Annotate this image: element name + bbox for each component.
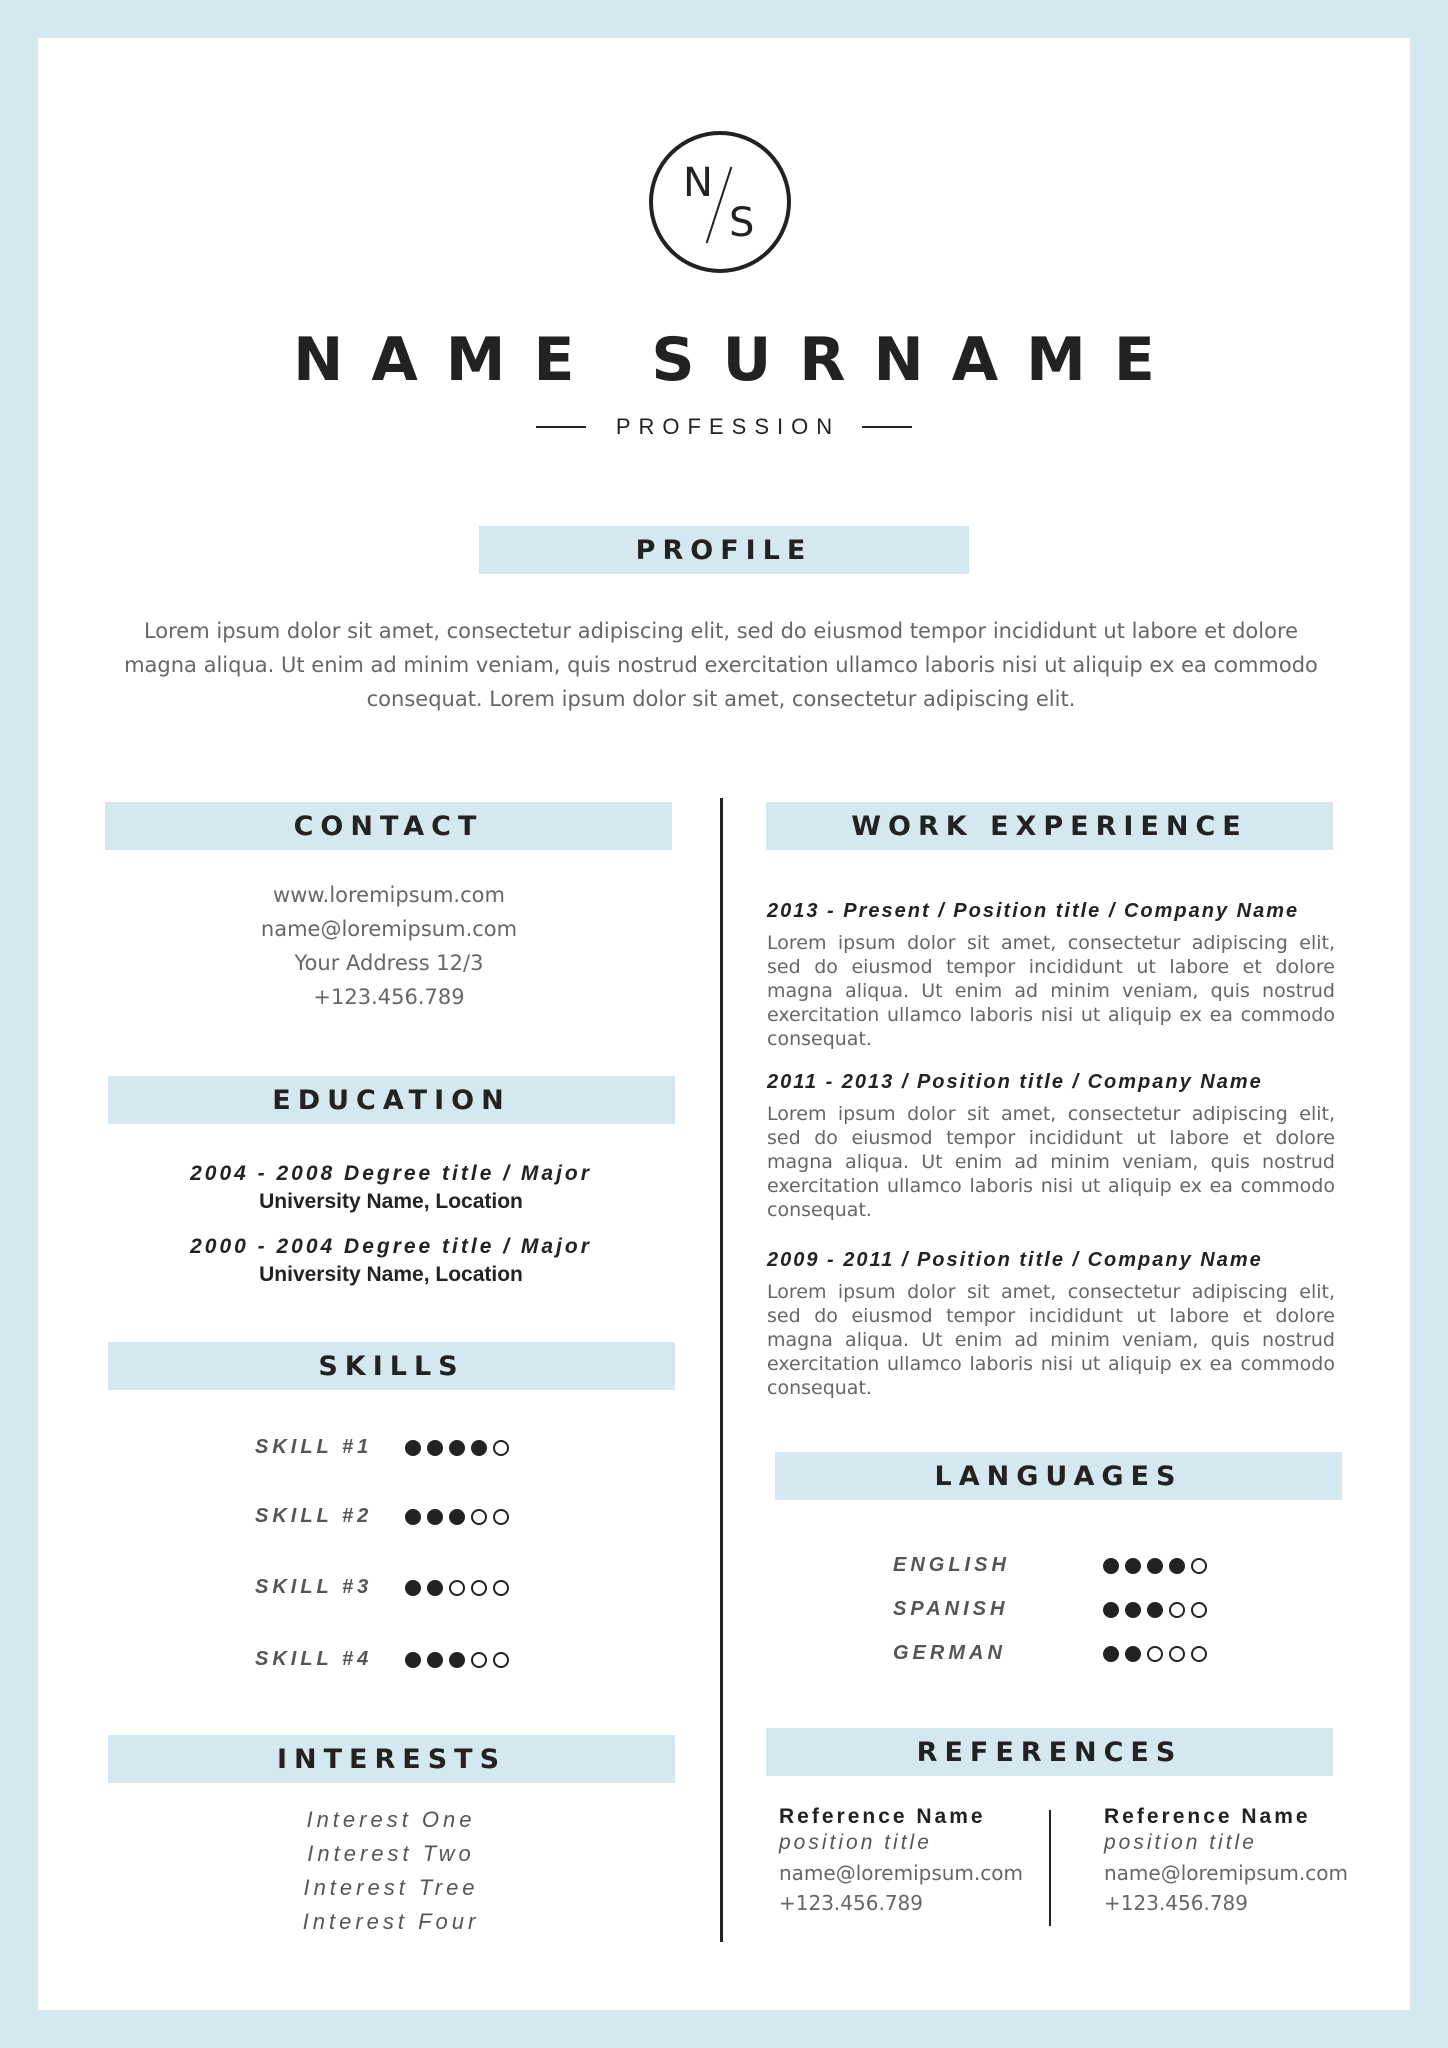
interest-item: Interest Four (302, 1909, 480, 1934)
rating-dot-empty (471, 1509, 487, 1525)
column-divider (720, 798, 723, 1942)
monogram-second-letter: S (729, 200, 755, 246)
reference-title: position title (1104, 1831, 1257, 1854)
skill-row (255, 1436, 515, 1459)
language-label: GERMAN (893, 1642, 1006, 1664)
work-item (767, 1071, 1335, 1222)
education-heading: EDUCATION (108, 1076, 675, 1124)
profession-line-left (536, 426, 586, 428)
work-title: 2009 - 2011 / Position title / Company Name (767, 1249, 1263, 1271)
contact-block (106, 878, 672, 1014)
rating-dot-filled (405, 1580, 421, 1596)
rating-dot-empty (449, 1580, 465, 1596)
interests-heading: INTERESTS (108, 1735, 675, 1783)
skill-label: SKILL #1 (255, 1436, 373, 1458)
rating-dot-empty (493, 1509, 509, 1525)
skill-rating (405, 1652, 515, 1668)
interests-list (106, 1803, 676, 1939)
skill-label: SKILL #3 (255, 1576, 373, 1598)
monogram-first-letter: N (683, 160, 713, 206)
rating-dot-filled (1147, 1558, 1163, 1574)
full-name: NAME SURNAME (293, 325, 1183, 395)
rating-dot-empty (1147, 1646, 1163, 1662)
rating-dot-filled (427, 1580, 443, 1596)
reference-email[interactable]: name@loremipsum.com (1104, 1861, 1348, 1885)
rating-dot-empty (1169, 1646, 1185, 1662)
references-divider (1049, 1810, 1051, 1926)
skill-rating (405, 1580, 515, 1596)
rating-dot-empty (493, 1652, 509, 1668)
interest-item: Interest Tree (303, 1875, 479, 1900)
reference-name: Reference Name (779, 1805, 986, 1828)
rating-dot-filled (449, 1652, 465, 1668)
profession-line-right (862, 426, 912, 428)
reference-item (1104, 1805, 1364, 1915)
work-item (767, 900, 1335, 1051)
profession: PROFESSION (615, 414, 841, 439)
languages-heading: LANGUAGES (775, 1452, 1342, 1500)
skill-rating (405, 1440, 515, 1456)
language-row (893, 1642, 1213, 1665)
education-item (106, 1162, 676, 1214)
education-item (106, 1235, 676, 1287)
interest-item: Interest One (306, 1807, 476, 1832)
work-description: Lorem ipsum dolor sit amet, consectetur adipiscing elit, sed do eiusmod tempor incididunt ut labore et dolore magna aliqua. Ut enim ad minim veniam, quis nostrud exercitation ullamco laboris nisi ut aliquip ex ea commodo consequat. (767, 1281, 1335, 1399)
rating-dot-empty (493, 1440, 509, 1456)
contact-email[interactable]: name@loremipsum.com (260, 917, 518, 941)
rating-dot-empty (471, 1652, 487, 1668)
education-school: University Name, Location (259, 1263, 523, 1286)
skill-label: SKILL #4 (255, 1648, 373, 1670)
rating-dot-filled (1125, 1558, 1141, 1574)
rating-dot-filled (405, 1440, 421, 1456)
rating-dot-empty (1191, 1602, 1207, 1618)
monogram-logo (649, 131, 791, 273)
references-heading: REFERENCES (766, 1728, 1333, 1776)
education-degree: 2000 - 2004 Degree title / Major (190, 1235, 592, 1258)
rating-dot-filled (427, 1652, 443, 1668)
reference-phone: +123.456.789 (779, 1891, 923, 1915)
skill-label: SKILL #2 (255, 1505, 373, 1527)
work-experience-heading: WORK EXPERIENCE (766, 802, 1333, 850)
profile-heading: PROFILE (479, 526, 969, 574)
rating-dot-filled (471, 1440, 487, 1456)
rating-dot-empty (493, 1580, 509, 1596)
contact-phone: +123.456.789 (313, 985, 465, 1009)
work-title: 2013 - Present / Position title / Company Name (767, 900, 1300, 922)
contact-website[interactable]: www.loremipsum.com (273, 883, 505, 907)
reference-item (779, 1805, 1039, 1915)
work-item (767, 1249, 1335, 1400)
skill-row (255, 1648, 515, 1671)
reference-phone: +123.456.789 (1104, 1891, 1248, 1915)
rating-dot-empty (1191, 1646, 1207, 1662)
skills-heading: SKILLS (108, 1342, 675, 1390)
skill-row (255, 1505, 515, 1528)
contact-address: Your Address 12/3 (294, 951, 484, 975)
rating-dot-filled (1125, 1646, 1141, 1662)
contact-heading: CONTACT (105, 802, 672, 850)
rating-dot-filled (427, 1440, 443, 1456)
rating-dot-filled (1103, 1602, 1119, 1618)
rating-dot-empty (1169, 1602, 1185, 1618)
profile-text: Lorem ipsum dolor sit amet, consectetur adipiscing elit, sed do eiusmod tempor incididunt ut labore et dolore magna aliqua. Ut enim ad minim veniam, quis nostrud exercitation ullamco laboris nisi ut aliquip ex ea commodo consequat. Lorem ipsum dolor sit amet, consectetur adipiscing elit. (124, 619, 1318, 711)
rating-dot-filled (405, 1652, 421, 1668)
rating-dot-filled (449, 1509, 465, 1525)
language-row (893, 1598, 1213, 1621)
language-label: ENGLISH (893, 1554, 1010, 1576)
rating-dot-filled (1103, 1646, 1119, 1662)
language-row (893, 1554, 1213, 1577)
education-school: University Name, Location (259, 1190, 523, 1213)
skill-row (255, 1576, 515, 1599)
language-rating (1103, 1646, 1213, 1662)
language-rating (1103, 1602, 1213, 1618)
rating-dot-filled (427, 1509, 443, 1525)
skill-rating (405, 1509, 515, 1525)
rating-dot-filled (1103, 1558, 1119, 1574)
reference-name: Reference Name (1104, 1805, 1311, 1828)
education-degree: 2004 - 2008 Degree title / Major (190, 1162, 592, 1185)
interest-item: Interest Two (307, 1841, 475, 1866)
reference-email[interactable]: name@loremipsum.com (779, 1861, 1023, 1885)
rating-dot-filled (1147, 1602, 1163, 1618)
language-label: SPANISH (893, 1598, 1009, 1620)
rating-dot-filled (405, 1509, 421, 1525)
language-rating (1103, 1558, 1213, 1574)
rating-dot-filled (1169, 1558, 1185, 1574)
rating-dot-filled (449, 1440, 465, 1456)
reference-title: position title (779, 1831, 932, 1854)
profession-row (0, 414, 1448, 440)
rating-dot-filled (1125, 1602, 1141, 1618)
work-description: Lorem ipsum dolor sit amet, consectetur adipiscing elit, sed do eiusmod tempor incididunt ut labore et dolore magna aliqua. Ut enim ad minim veniam, quis nostrud exercitation ullamco laboris nisi ut aliquip ex ea commodo consequat. (767, 1103, 1335, 1221)
work-title: 2011 - 2013 / Position title / Company Name (767, 1071, 1263, 1093)
work-description: Lorem ipsum dolor sit amet, consectetur adipiscing elit, sed do eiusmod tempor incididunt ut labore et dolore magna aliqua. Ut enim ad minim veniam, quis nostrud exercitation ullamco laboris nisi ut aliquip ex ea commodo consequat. (767, 932, 1335, 1050)
rating-dot-empty (471, 1580, 487, 1596)
rating-dot-empty (1191, 1558, 1207, 1574)
